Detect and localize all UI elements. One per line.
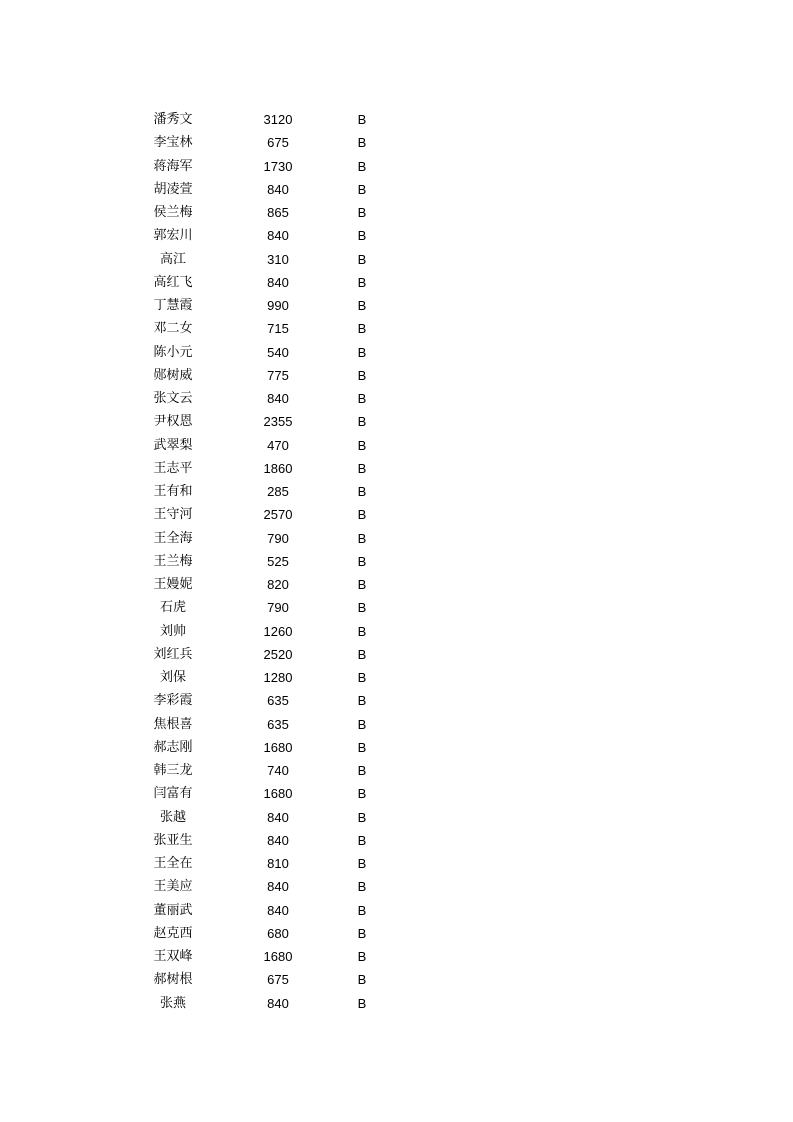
table-row — [0, 968, 793, 991]
amount-cell: 990 — [267, 298, 289, 313]
name-cell: 郝树根 — [153, 972, 193, 988]
name-cell: 郧树威 — [153, 367, 193, 383]
grade-cell: B — [357, 972, 367, 988]
amount-cell: 810 — [267, 856, 289, 871]
table-row — [0, 457, 793, 480]
name-cell: 刘保 — [159, 670, 186, 685]
grade-cell: B — [357, 739, 367, 755]
name-cell: 郝志刚 — [153, 739, 193, 755]
name-cell: 潘秀文 — [153, 112, 193, 127]
amount-cell: 840 — [267, 995, 289, 1011]
amount-cell: 2520 — [263, 646, 293, 662]
amount-cell: 790 — [267, 530, 289, 546]
grade-cell: B — [357, 298, 367, 313]
name-cell: 董丽武 — [153, 902, 193, 918]
grade-cell: B — [357, 600, 367, 616]
amount-cell: 310 — [267, 251, 289, 267]
amount-cell: 1280 — [263, 670, 293, 685]
grade-cell: B — [357, 414, 367, 430]
name-cell: 蒋海军 — [153, 158, 193, 174]
grade-cell: B — [357, 437, 367, 453]
name-cell: 李宝林 — [153, 135, 193, 151]
table-row — [0, 620, 793, 643]
grade-cell: B — [357, 949, 367, 964]
name-cell: 赵克西 — [153, 925, 193, 941]
amount-cell: 740 — [267, 763, 289, 778]
grade-cell: B — [357, 646, 367, 662]
amount-cell: 1680 — [263, 786, 293, 802]
amount-cell: 1680 — [263, 739, 293, 755]
amount-cell: 2355 — [263, 414, 293, 430]
grade-cell: B — [357, 228, 367, 244]
grade-cell: B — [357, 693, 367, 709]
table-row — [0, 759, 793, 782]
grade-cell: B — [357, 158, 367, 174]
table-row — [0, 736, 793, 759]
table-row — [0, 899, 793, 922]
grade-cell: B — [357, 716, 367, 732]
name-cell: 王全在 — [153, 856, 193, 871]
table-row — [0, 341, 793, 364]
amount-cell: 840 — [267, 228, 289, 244]
amount-cell: 540 — [267, 344, 289, 360]
table-row — [0, 108, 793, 131]
grade-cell: B — [357, 460, 367, 476]
name-cell: 石虎 — [159, 600, 186, 616]
name-cell: 王兰梅 — [153, 553, 193, 569]
amount-cell: 1860 — [263, 460, 293, 476]
grade-cell: B — [357, 879, 367, 895]
amount-cell: 635 — [267, 716, 289, 732]
name-cell: 张文云 — [153, 391, 193, 406]
name-cell: 王守河 — [153, 507, 193, 523]
amount-cell: 840 — [267, 902, 289, 918]
name-cell: 李彩霞 — [153, 693, 193, 709]
table-row — [0, 945, 793, 968]
name-cell: 邓二女 — [153, 321, 193, 337]
table-row — [0, 713, 793, 736]
table-row — [0, 596, 793, 619]
amount-cell: 840 — [267, 832, 289, 848]
table-row — [0, 992, 793, 1015]
grade-cell: B — [357, 925, 367, 941]
amount-cell: 470 — [267, 437, 289, 453]
grade-cell: B — [357, 832, 367, 848]
name-cell: 王双峰 — [153, 949, 193, 964]
table-row — [0, 224, 793, 247]
table-row — [0, 317, 793, 340]
grade-cell: B — [357, 391, 367, 406]
table-row — [0, 131, 793, 154]
grade-cell: B — [357, 577, 367, 592]
table-row — [0, 829, 793, 852]
name-cell: 高江 — [159, 251, 186, 267]
name-cell: 张越 — [159, 809, 186, 825]
table-row — [0, 666, 793, 689]
amount-cell: 525 — [267, 553, 289, 569]
grade-cell: B — [357, 484, 367, 499]
amount-cell: 635 — [267, 693, 289, 709]
grade-cell: B — [357, 763, 367, 778]
table-row — [0, 271, 793, 294]
grade-cell: B — [357, 623, 367, 639]
amount-cell: 1680 — [263, 949, 293, 964]
name-cell: 王嫚妮 — [153, 577, 193, 592]
table-row — [0, 364, 793, 387]
table-row — [0, 178, 793, 201]
name-cell: 丁慧霞 — [153, 298, 193, 313]
table-row — [0, 643, 793, 666]
name-cell: 张燕 — [159, 995, 186, 1011]
grade-cell: B — [357, 670, 367, 685]
table-row — [0, 503, 793, 526]
name-cell: 郭宏川 — [153, 228, 193, 244]
name-cell: 王志平 — [153, 460, 193, 476]
table-row — [0, 201, 793, 224]
table-row — [0, 294, 793, 317]
amount-cell: 820 — [267, 577, 289, 592]
amount-cell: 675 — [267, 135, 289, 151]
name-cell: 张亚生 — [153, 832, 193, 848]
name-cell: 王美应 — [153, 879, 193, 895]
grade-cell: B — [357, 205, 367, 220]
table-row — [0, 806, 793, 829]
table-row — [0, 852, 793, 875]
amount-cell: 840 — [267, 391, 289, 406]
name-cell: 高红飞 — [153, 274, 193, 290]
grade-cell: B — [357, 367, 367, 383]
table-row — [0, 155, 793, 178]
grade-cell: B — [357, 135, 367, 151]
table-row — [0, 480, 793, 503]
amount-cell: 840 — [267, 181, 289, 197]
table-row — [0, 922, 793, 945]
data-table — [0, 108, 793, 1015]
amount-cell: 840 — [267, 274, 289, 290]
name-cell: 胡凌萱 — [153, 181, 193, 197]
amount-cell: 715 — [267, 321, 289, 337]
amount-cell: 285 — [267, 484, 289, 499]
name-cell: 武翠梨 — [153, 437, 193, 453]
grade-cell: B — [357, 344, 367, 360]
amount-cell: 840 — [267, 879, 289, 895]
amount-cell: 840 — [267, 809, 289, 825]
grade-cell: B — [357, 112, 367, 127]
table-row — [0, 689, 793, 712]
grade-cell: B — [357, 809, 367, 825]
name-cell: 刘红兵 — [153, 646, 193, 662]
grade-cell: B — [357, 530, 367, 546]
grade-cell: B — [357, 507, 367, 523]
amount-cell: 790 — [267, 600, 289, 616]
grade-cell: B — [357, 902, 367, 918]
amount-cell: 2570 — [263, 507, 293, 523]
grade-cell: B — [357, 251, 367, 267]
table-row — [0, 434, 793, 457]
table-row — [0, 875, 793, 898]
grade-cell: B — [357, 553, 367, 569]
grade-cell: B — [357, 995, 367, 1011]
grade-cell: B — [357, 321, 367, 337]
amount-cell: 1730 — [263, 158, 293, 174]
grade-cell: B — [357, 786, 367, 802]
table-row — [0, 410, 793, 433]
amount-cell: 1260 — [263, 623, 293, 639]
grade-cell: B — [357, 181, 367, 197]
name-cell: 王全海 — [153, 530, 193, 546]
amount-cell: 675 — [267, 972, 289, 988]
table-row — [0, 550, 793, 573]
grade-cell: B — [357, 856, 367, 871]
name-cell: 侯兰梅 — [153, 205, 193, 220]
grade-cell: B — [357, 274, 367, 290]
name-cell: 王有和 — [153, 484, 193, 499]
name-cell: 闫富有 — [153, 786, 193, 802]
amount-cell: 3120 — [263, 112, 293, 127]
name-cell: 焦根喜 — [153, 716, 193, 732]
amount-cell: 775 — [267, 367, 289, 383]
table-row — [0, 573, 793, 596]
amount-cell: 680 — [267, 925, 289, 941]
name-cell: 尹权恩 — [153, 414, 193, 430]
name-cell: 韩三龙 — [153, 763, 193, 778]
name-cell: 刘帅 — [159, 623, 186, 639]
name-cell: 陈小元 — [153, 344, 193, 360]
table-row — [0, 782, 793, 805]
table-row — [0, 248, 793, 271]
table-row — [0, 387, 793, 410]
amount-cell: 865 — [267, 205, 289, 220]
table-row — [0, 527, 793, 550]
